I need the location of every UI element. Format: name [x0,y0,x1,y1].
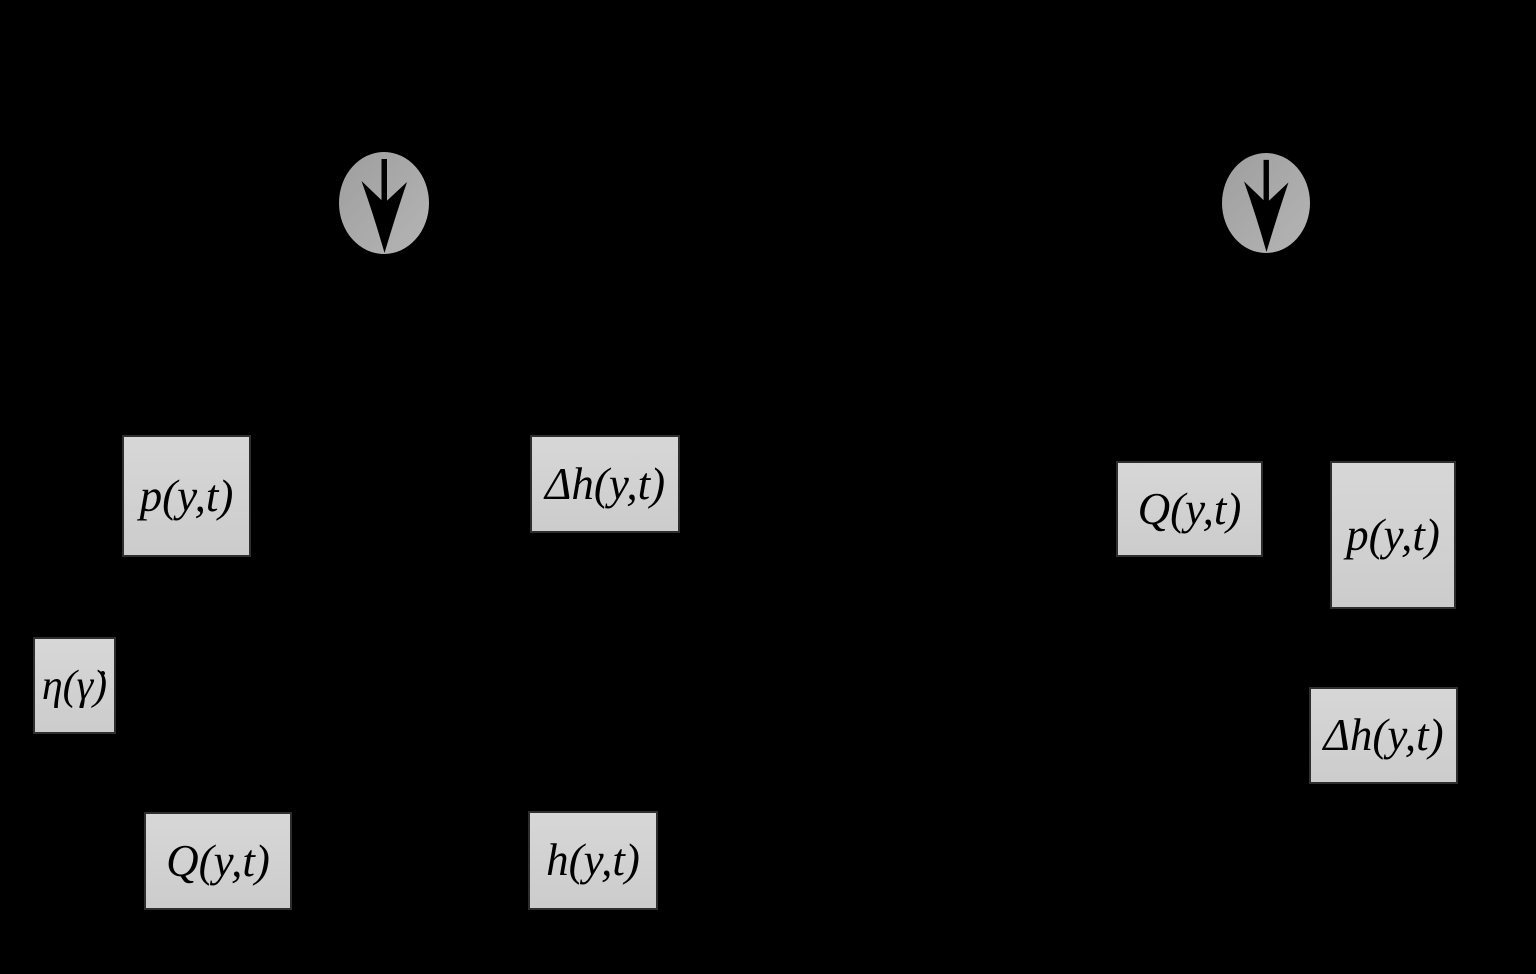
film-thickness-label: h(y,t) [546,835,640,885]
label-box-film-thickness-left [528,811,658,910]
pressure-label: p(y,t) [139,470,234,521]
film-change-label: Δh(y,t) [1323,710,1444,760]
label-box-pressure-right [1330,461,1456,609]
flow-rate-label: Q(y,t) [1137,483,1242,534]
label-box-film-change-right [1309,687,1458,784]
flow-rate-label: Q(y,t) [166,835,270,886]
label-box-flow-rate-left [144,812,292,910]
arrow-stem [382,159,388,205]
down-arrow-icon [1222,153,1310,253]
arrow-stem [1264,160,1269,205]
label-box-flow-rate-right [1116,461,1263,557]
viscosity-label: η(γ̇) [41,662,108,709]
label-box-viscosity-left [33,637,116,734]
label-box-pressure-left [122,435,251,557]
down-arrow-icon [339,152,429,254]
label-box-film-change-left [530,435,680,533]
film-change-label: Δh(y,t) [544,458,666,509]
pressure-label: p(y,t) [1346,509,1440,560]
